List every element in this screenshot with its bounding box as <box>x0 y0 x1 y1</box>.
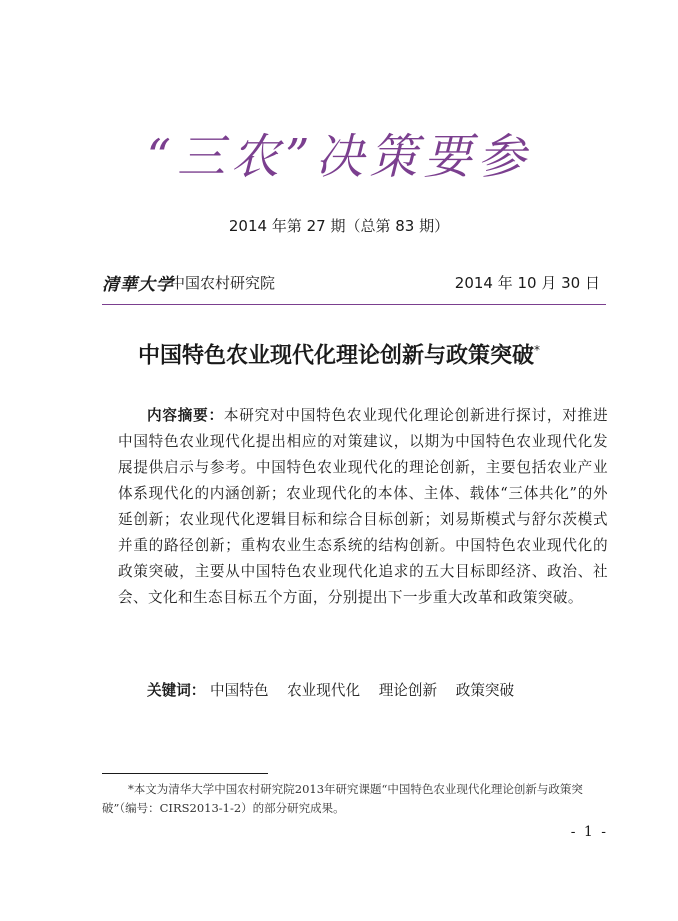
header-row <box>102 270 600 294</box>
masthead-title: “三农”决策要参 <box>146 129 532 185</box>
issue-number: 2014 年第 27 期（总第 83 期） <box>228 217 450 235</box>
abstract <box>118 403 608 611</box>
abstract-text: 本研究对中国特色农业现代化理论创新进行探讨，对推进中国特色农业现代化提出相应的对策建议，以期为中国特色农业现代化发展提供启示与参考。中国特色农业现代化的理论创新，主要包括农业产业体系现代化的内涵创新；农业现代化的本体、主体、载体“三体共化”的外延创新；农业现代化逻辑目标和综合目标创新；刘易斯模式与舒尔茨模式并重的路径创新；重构农业生态系统的结构创新。中国特色农业现代化的政策突破，主要从中国特色农业现代化追求的五大目标即经济、政治、社会、文化和生态目标五个方面，分别提出下一步重大改革和政策突破。 <box>118 407 608 606</box>
keyword-item: 理论创新 <box>378 682 438 699</box>
footnote: *本文为清华大学中国农村研究院2013年研究课题“中国特色农业现代化理论创新与政策突破”（编号：CIRS2013-1-2）的部分研究成果。 <box>102 782 583 815</box>
keyword-item: 政策突破 <box>455 682 515 699</box>
keyword-item: 农业现代化 <box>287 682 361 699</box>
keywords-label: 关键词： <box>147 682 206 699</box>
page-number: - 1 - <box>570 824 608 840</box>
article-title <box>0 343 678 370</box>
keyword-item: 中国特色 <box>210 682 269 699</box>
institute-name: 中国农村研究院 <box>170 274 276 292</box>
university-logo: 清華大学 <box>102 275 174 295</box>
article-title-text: 中国特色农业现代化理论创新与政策突破 <box>137 343 534 369</box>
header-divider <box>102 304 606 305</box>
abstract-label: 内容摘要： <box>147 407 224 424</box>
title-footnote-mark: * <box>534 343 540 357</box>
footnote-divider <box>102 773 268 774</box>
publication-date: 2014 年 10 月 30 日 <box>454 274 600 292</box>
keywords <box>147 678 607 704</box>
